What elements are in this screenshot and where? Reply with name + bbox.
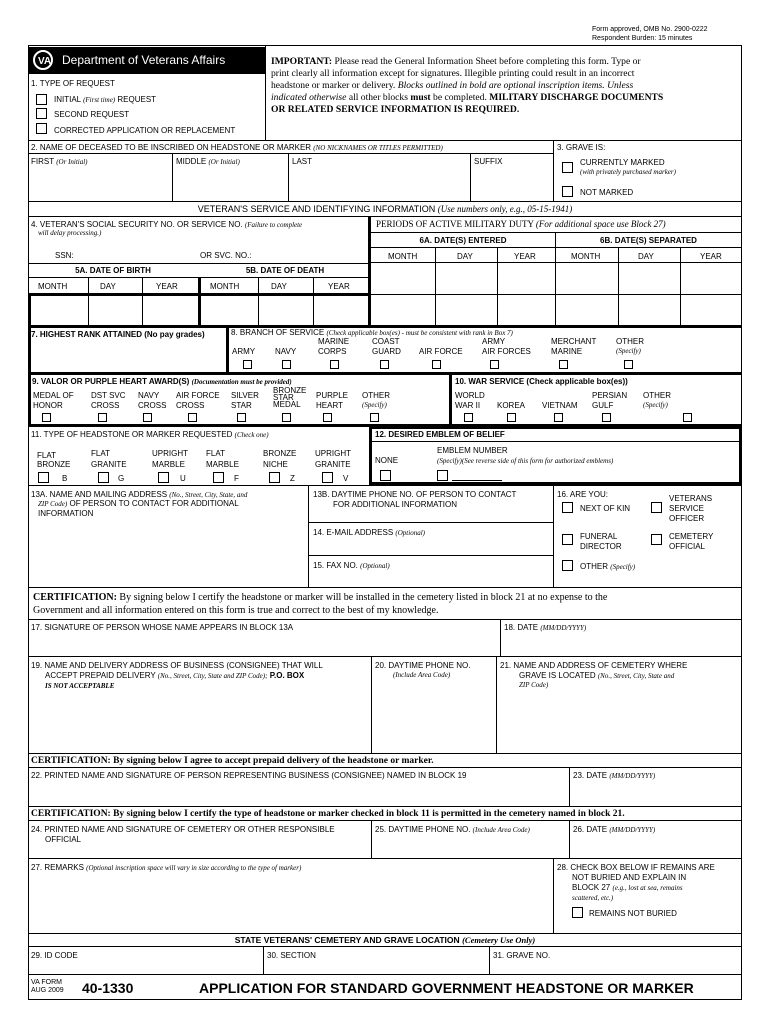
b9-silver-1: SILVER — [231, 391, 259, 400]
award-purple-heart-checkbox[interactable] — [323, 413, 332, 422]
date-of-birth-field[interactable] — [31, 294, 197, 322]
omb-number: Form approved, OMB No. 2900-0222 — [592, 26, 708, 33]
code-z: Z — [290, 474, 295, 483]
important-lead: IMPORTANT: — [271, 56, 333, 67]
second-request-checkbox[interactable] — [36, 108, 47, 119]
corrected-application-label: CORRECTED APPLICATION OR REPLACEMENT — [54, 126, 236, 135]
b28-title-2: NOT BURIED AND EXPLAIN IN — [572, 873, 687, 882]
respondent-burden: Respondent Burden: 15 minutes — [592, 35, 693, 42]
service-dates-field[interactable] — [374, 265, 739, 323]
vso-checkbox[interactable] — [651, 502, 662, 513]
section-field[interactable] — [267, 961, 486, 973]
important-line-4b: all other blocks — [348, 92, 408, 103]
b21-note-2: ZIP Code) — [519, 681, 549, 689]
b5a-month: MONTH — [38, 282, 68, 291]
b5b-day: DAY — [271, 282, 287, 291]
b11-fg-2: GRANITE — [91, 460, 127, 469]
b8-merchant-2: MARINE — [551, 347, 583, 356]
marker-upright-marble-checkbox[interactable] — [158, 472, 169, 483]
important-line-4c: must — [410, 92, 431, 103]
b24-title-1: 24. PRINTED NAME AND SIGNATURE OF CEMETERY OR OTHER RESPONSIBLE — [31, 825, 335, 834]
marker-flat-granite-checkbox[interactable] — [98, 472, 109, 483]
war-korea-checkbox[interactable] — [507, 413, 516, 422]
b23-title: 23. DATE (MM/DD/YYYY) — [573, 771, 656, 780]
b25-title: 25. DAYTIME PHONE NO. (Include Area Code) — [375, 825, 530, 834]
b8-merchant-1: MERCHANT — [551, 337, 597, 346]
service-heading: VETERAN'S SERVICE AND IDENTIFYING INFORMATION (Use numbers only, e.g., 05-15-1941) — [197, 204, 573, 214]
award-other-checkbox[interactable] — [370, 413, 379, 422]
b9-specify: (Specify) — [362, 401, 387, 409]
b30-title: 30. SECTION — [267, 951, 316, 960]
b8-marine-1: MARINE — [318, 337, 350, 346]
b27-title: 27. REMARKS (Optional inscription space will vary in size according to the type of marker) — [31, 863, 302, 872]
b8-army: ARMY — [232, 347, 256, 356]
award-dsc-checkbox[interactable] — [98, 413, 107, 422]
branch-merchant-marine-checkbox[interactable] — [559, 360, 568, 369]
va-seal-icon — [32, 49, 58, 71]
award-silver-star-checkbox[interactable] — [237, 413, 246, 422]
b13a-title-3: INFORMATION — [38, 509, 94, 518]
cemetery-official-checkbox[interactable] — [651, 534, 662, 545]
b18-title: 18. DATE (MM/DD/YYYY) — [504, 623, 587, 632]
last-name-label: LAST — [292, 157, 313, 166]
emblem-number-checkbox[interactable] — [437, 470, 448, 481]
form-number: 40-1330 — [82, 980, 134, 996]
consignee-signature-field[interactable] — [31, 782, 565, 804]
state-heading: STATE VETERANS' CEMETERY AND GRAVE LOCATION (Cemetery Use Only) — [234, 935, 536, 945]
b24-title-2: OFFICIAL — [45, 835, 82, 844]
war-vietnam-checkbox[interactable] — [554, 413, 563, 422]
b11-um-1: UPRIGHT — [152, 449, 188, 458]
b11-fm-1: FLAT — [206, 449, 225, 458]
nok-label: NEXT OF KIN — [580, 504, 631, 513]
important-line-2: print clearly all information except for signatures. Illegible printing could result in an incorrect — [271, 68, 635, 79]
grave-no-field[interactable] — [493, 961, 738, 973]
b1-title: 1. TYPE OF REQUEST — [31, 79, 115, 88]
b3-title: 3. GRAVE IS: — [557, 143, 606, 152]
b11-fb-1: FLAT — [37, 451, 56, 460]
war-gulf-checkbox[interactable] — [602, 413, 611, 422]
b6a-title: 6A. DATE(S) ENTERED — [419, 236, 507, 245]
important-line-4d: be completed. — [433, 92, 487, 103]
b10-korea: KOREA — [497, 401, 526, 410]
agency-name: Department of Veterans Affairs — [62, 53, 226, 67]
award-navy-cross-checkbox[interactable] — [143, 413, 152, 422]
b13b-title-2: FOR ADDITIONAL INFORMATION — [333, 500, 458, 509]
b11-title: 11. TYPE OF HEADSTONE OR MARKER REQUESTED (Check one) — [31, 430, 269, 439]
date-18-field[interactable] — [504, 634, 738, 654]
b11-bn-1: BRONZE — [263, 449, 297, 458]
initial-request-label: INITIAL (First time) REQUEST — [54, 95, 157, 104]
branch-coast-guard-checkbox[interactable] — [380, 360, 389, 369]
code-f: F — [234, 474, 239, 483]
marker-bronze-niche-checkbox[interactable] — [269, 472, 280, 483]
currently-marked-note: (with privately purchased marker) — [580, 168, 676, 176]
b8-coast-1: COAST — [372, 337, 400, 346]
b28-title-1: 28. CHECK BOX BELOW IF REMAINS ARE — [557, 863, 715, 872]
b10-ww-2: WAR II — [455, 401, 481, 410]
marker-flat-marble-checkbox[interactable] — [213, 472, 224, 483]
b26-title: 26. DATE (MM/DD/YYYY) — [573, 825, 656, 834]
official-signature-field[interactable] — [31, 845, 367, 857]
b11-bn-2: NICHE — [263, 460, 288, 469]
not-marked-checkbox[interactable] — [562, 186, 573, 197]
b13a-title-2: ZIP Code) OF PERSON TO CONTACT FOR ADDITIONAL — [38, 499, 239, 508]
important-line-4a: indicated otherwise — [271, 92, 347, 103]
award-af-cross-checkbox[interactable] — [188, 413, 197, 422]
marker-flat-bronze-checkbox[interactable] — [38, 472, 49, 483]
b5a-year: YEAR — [156, 282, 178, 291]
branch-other-checkbox[interactable] — [624, 360, 633, 369]
b5a-day: DAY — [100, 282, 116, 291]
code-v: V — [343, 474, 349, 483]
b15-title: 15. FAX NO. (Optional) — [313, 561, 390, 570]
b9-dsc-1: DST SVC — [91, 391, 126, 400]
b8-title: 8. BRANCH OF SERVICE (Check applicable box(es) - must be consistent with rank in Box 7) — [231, 328, 513, 337]
remains-not-buried-label: REMAINS NOT BURIED — [589, 909, 677, 918]
b8-coast-2: GUARD — [372, 347, 401, 356]
b10-ww-1: WORLD — [455, 391, 485, 400]
branch-army-checkbox[interactable] — [243, 360, 252, 369]
highest-rank-field[interactable] — [31, 341, 225, 371]
b9-silver-2: STAR — [231, 401, 252, 410]
initial-request-checkbox[interactable] — [36, 94, 47, 105]
contact-address-field[interactable] — [31, 522, 305, 586]
signature-17-field[interactable] — [31, 634, 497, 654]
currently-marked-checkbox[interactable] — [562, 162, 573, 173]
b9-other: OTHER — [362, 391, 390, 400]
b6b-day: DAY — [638, 252, 654, 261]
b13a-title-1: 13A. NAME AND MAILING ADDRESS (No., Street, City, State, and — [31, 490, 248, 499]
cemetery-address-field[interactable] — [500, 694, 738, 750]
b8-armyair-2: AIR FORCES — [482, 347, 531, 356]
next-of-kin-checkbox[interactable] — [562, 502, 573, 513]
b6b-year: YEAR — [700, 252, 722, 261]
not-marked-label: NOT MARKED — [580, 188, 634, 197]
b11-fb-2: BRONZE — [37, 460, 71, 469]
emblem-none-checkbox[interactable] — [380, 470, 391, 481]
branch-air-force-checkbox[interactable] — [432, 360, 441, 369]
b31-title: 31. GRAVE NO. — [493, 951, 551, 960]
cert1-line-1: CERTIFICATION: By signing below I certify the headstone or marker will be installed in the cemetery listed in block 21 at no expense to the — [33, 592, 608, 603]
branch-marine-checkbox[interactable] — [330, 360, 339, 369]
award-moh-checkbox[interactable] — [42, 413, 51, 422]
b6a-year: YEAR — [514, 252, 536, 261]
id-code-field[interactable] — [31, 961, 260, 973]
important-line-1: Please read the General Information Sheet before completing this form. Type or — [334, 56, 641, 67]
b16-title: 16. ARE YOU: — [557, 490, 608, 499]
code-b: B — [62, 474, 68, 483]
b10-gulf-2: GULF — [592, 401, 614, 410]
b29-title: 29. ID CODE — [31, 951, 78, 960]
b8-other: OTHER — [616, 337, 644, 346]
b22-title: 22. PRINTED NAME AND SIGNATURE OF PERSON REPRESENTING BUSINESS (CONSIGNEE) NAMED IN BLOCK 19 — [31, 771, 467, 780]
form-title: APPLICATION FOR STANDARD GOVERNMENT HEADSTONE OR MARKER — [199, 980, 694, 996]
consignee-address-field[interactable] — [31, 694, 367, 750]
cert2-text: CERTIFICATION: By signing below I agree to accept prepaid delivery of the headstone or marker. — [31, 756, 434, 766]
deceased-name-field[interactable] — [31, 168, 551, 198]
important-line-3b: Blocks outlined in bold are optional inscription items. Unless — [397, 80, 634, 91]
b9-title: 9. VALOR OR PURPLE HEART AWARD(S) (Documentation must be provided) — [32, 377, 292, 386]
b9-bronze-1: BRONZE — [273, 386, 307, 395]
war-other-checkbox[interactable] — [683, 413, 692, 422]
b6b-title: 6B. DATE(S) SEPARATED — [600, 236, 697, 245]
b19-na: IS NOT ACCEPTABLE — [45, 682, 115, 690]
svg-text:VA: VA — [38, 56, 52, 67]
b9-af-2: CROSS — [176, 401, 205, 410]
b7-title: 7. HIGHEST RANK ATTAINED (No pay grades) — [31, 330, 205, 339]
code-u: U — [180, 474, 186, 483]
b9-moh-2: HONOR — [33, 401, 63, 410]
other-role-checkbox[interactable] — [562, 560, 573, 571]
cert3-text: CERTIFICATION: By signing below I certify the type of headstone or marker checked in block 11 is permitted in the cemetery named in block 21. — [31, 809, 625, 819]
b5a-title: 5A. DATE OF BIRTH — [75, 266, 151, 275]
b21-title-2: GRAVE IS LOCATED (No., Street, City, State and — [519, 671, 675, 680]
important-notice — [271, 56, 741, 116]
remains-not-buried-checkbox[interactable] — [572, 907, 583, 918]
vso-1: VETERANS — [669, 494, 713, 503]
b28-note-2: scattered, etc.) — [572, 894, 614, 902]
b8-marine-2: CORPS — [318, 347, 347, 356]
b9-navy-1: NAVY — [138, 391, 160, 400]
corrected-application-checkbox[interactable] — [36, 123, 47, 134]
emblem-number-field[interactable] — [452, 469, 502, 480]
form-label: VA FORM — [31, 979, 62, 986]
fd-2: DIRECTOR — [580, 542, 622, 551]
b6b-month: MONTH — [571, 252, 601, 261]
b9-ph-2: HEART — [316, 401, 343, 410]
b5b-title: 5B. DATE OF DEATH — [245, 266, 325, 275]
b9-navy-2: CROSS — [138, 401, 167, 410]
b9-bronze-2: STAR — [273, 393, 294, 402]
b12-emblem: EMBLEM NUMBER — [437, 446, 508, 455]
b10-other: OTHER — [643, 391, 671, 400]
vso-2: SERVICE — [669, 504, 704, 513]
remarks-field[interactable] — [31, 874, 549, 930]
b9-dsc-2: CROSS — [91, 401, 120, 410]
b5b-month: MONTH — [210, 282, 240, 291]
b20-title: 20. DAYTIME PHONE NO. — [375, 661, 471, 670]
form-date: AUG 2009 — [31, 987, 64, 994]
co-2: OFFICIAL — [669, 542, 706, 551]
marker-upright-granite-checkbox[interactable] — [322, 472, 333, 483]
important-line-4e: MILITARY DISCHARGE DOCUMENTS — [489, 92, 664, 103]
b8-armyair-1: ARMY — [482, 337, 506, 346]
b4-title: 4. VETERAN'S SOCIAL SECURITY NO. OR SERVICE NO. (Failure to complete — [31, 220, 303, 229]
important-line-5: OR RELATED SERVICE INFORMATION IS REQUIRED. — [271, 104, 520, 115]
b8-navy: NAVY — [275, 347, 297, 356]
b11-fg-1: FLAT — [91, 449, 110, 458]
second-request-label: SECOND REQUEST — [54, 110, 130, 119]
branch-navy-checkbox[interactable] — [282, 360, 291, 369]
b9-bronze-3: MEDAL — [273, 400, 301, 409]
co-1: CEMETERY — [669, 532, 714, 541]
b9-moh-1: MEDAL OF — [33, 391, 74, 400]
award-bronze-star-checkbox[interactable] — [282, 413, 291, 422]
b9-ph-1: PURPLE — [316, 391, 349, 400]
b28-title-3: BLOCK 27 (e.g., lost at sea, remains — [572, 883, 683, 892]
suffix-label: SUFFIX — [474, 157, 503, 166]
b17-title: 17. SIGNATURE OF PERSON WHOSE NAME APPEARS IN BLOCK 13A — [31, 623, 294, 632]
b21-title-1: 21. NAME AND ADDRESS OF CEMETERY WHERE — [500, 661, 688, 670]
branch-army-air-forces-checkbox[interactable] — [490, 360, 499, 369]
date-23-field[interactable] — [573, 782, 738, 804]
war-ww2-checkbox[interactable] — [464, 413, 473, 422]
b12-none: NONE — [375, 456, 399, 465]
b5b-year: YEAR — [328, 282, 350, 291]
fd-1: FUNERAL — [580, 532, 618, 541]
b2-title: 2. NAME OF DECEASED TO BE INSCRIBED ON HEADSTONE OR MARKER (NO NICKNAMES OR TITLES PERMITTED) — [31, 143, 443, 152]
other-role-label: OTHER (Specify) — [580, 562, 636, 571]
cert1-line-2: Government and all information entered on this form is true and correct to the best of my knowledge. — [33, 605, 439, 616]
service-number-field[interactable] — [258, 248, 366, 262]
b12-note: (Specify)(See reverse side of this form for authorized emblems) — [437, 457, 614, 465]
b13b-title-1: 13B. DAYTIME PHONE NO. OF PERSON TO CONTACT — [313, 490, 517, 499]
b6a-day: DAY — [457, 252, 473, 261]
b11-ug-1: UPRIGHT — [315, 449, 351, 458]
b10-title: 10. WAR SERVICE (Check applicable box(es)) — [455, 377, 628, 386]
svc-no-label: OR SVC. NO.: — [200, 251, 252, 260]
ssn-field[interactable] — [80, 248, 190, 262]
important-line-3a: headstone or marker or delivery. — [271, 80, 396, 91]
b11-ug-2: GRANITE — [315, 460, 351, 469]
first-name-label: FIRST (Or Initial) — [31, 157, 88, 166]
b11-um-2: MARBLE — [152, 460, 185, 469]
b6a-month: MONTH — [388, 252, 418, 261]
b10-vietnam: VIETNAM — [542, 401, 578, 410]
b8-airforce: AIR FORCE — [419, 347, 463, 356]
ssn-label: SSN: — [55, 251, 74, 260]
va-header-bar — [28, 47, 265, 74]
periods-title: PERIODS OF ACTIVE MILITARY DUTY (For additional space use Block 27) — [376, 219, 666, 229]
b9-af-1: AIR FORCE — [176, 391, 220, 400]
b11-fm-2: MARBLE — [206, 460, 239, 469]
b4-note: will delay processing.) — [38, 229, 102, 237]
b10-specify: (Specify) — [643, 401, 668, 409]
b8-specify: (Specify) — [616, 347, 641, 355]
code-g: G — [118, 474, 125, 483]
b10-gulf-1: PERSIAN — [592, 391, 628, 400]
b19-title-1: 19. NAME AND DELIVERY ADDRESS OF BUSINESS (CONSIGNEE) THAT WILL — [31, 661, 323, 670]
b14-title: 14. E-MAIL ADDRESS (Optional) — [313, 528, 425, 537]
vso-3: OFFICER — [669, 514, 705, 523]
b12-title: 12. DESIRED EMBLEM OF BELIEF — [375, 430, 505, 439]
date-of-death-field[interactable] — [204, 294, 368, 322]
b20-note: (Include Area Code) — [393, 671, 451, 679]
b19-title-2: ACCEPT PREPAID DELIVERY (No., Street, City, State and ZIP Code); P.O. BOX — [45, 671, 305, 680]
currently-marked-label: CURRENTLY MARKED — [580, 158, 665, 167]
middle-name-label: MIDDLE (Or Initial) — [176, 157, 240, 166]
funeral-director-checkbox[interactable] — [562, 534, 573, 545]
